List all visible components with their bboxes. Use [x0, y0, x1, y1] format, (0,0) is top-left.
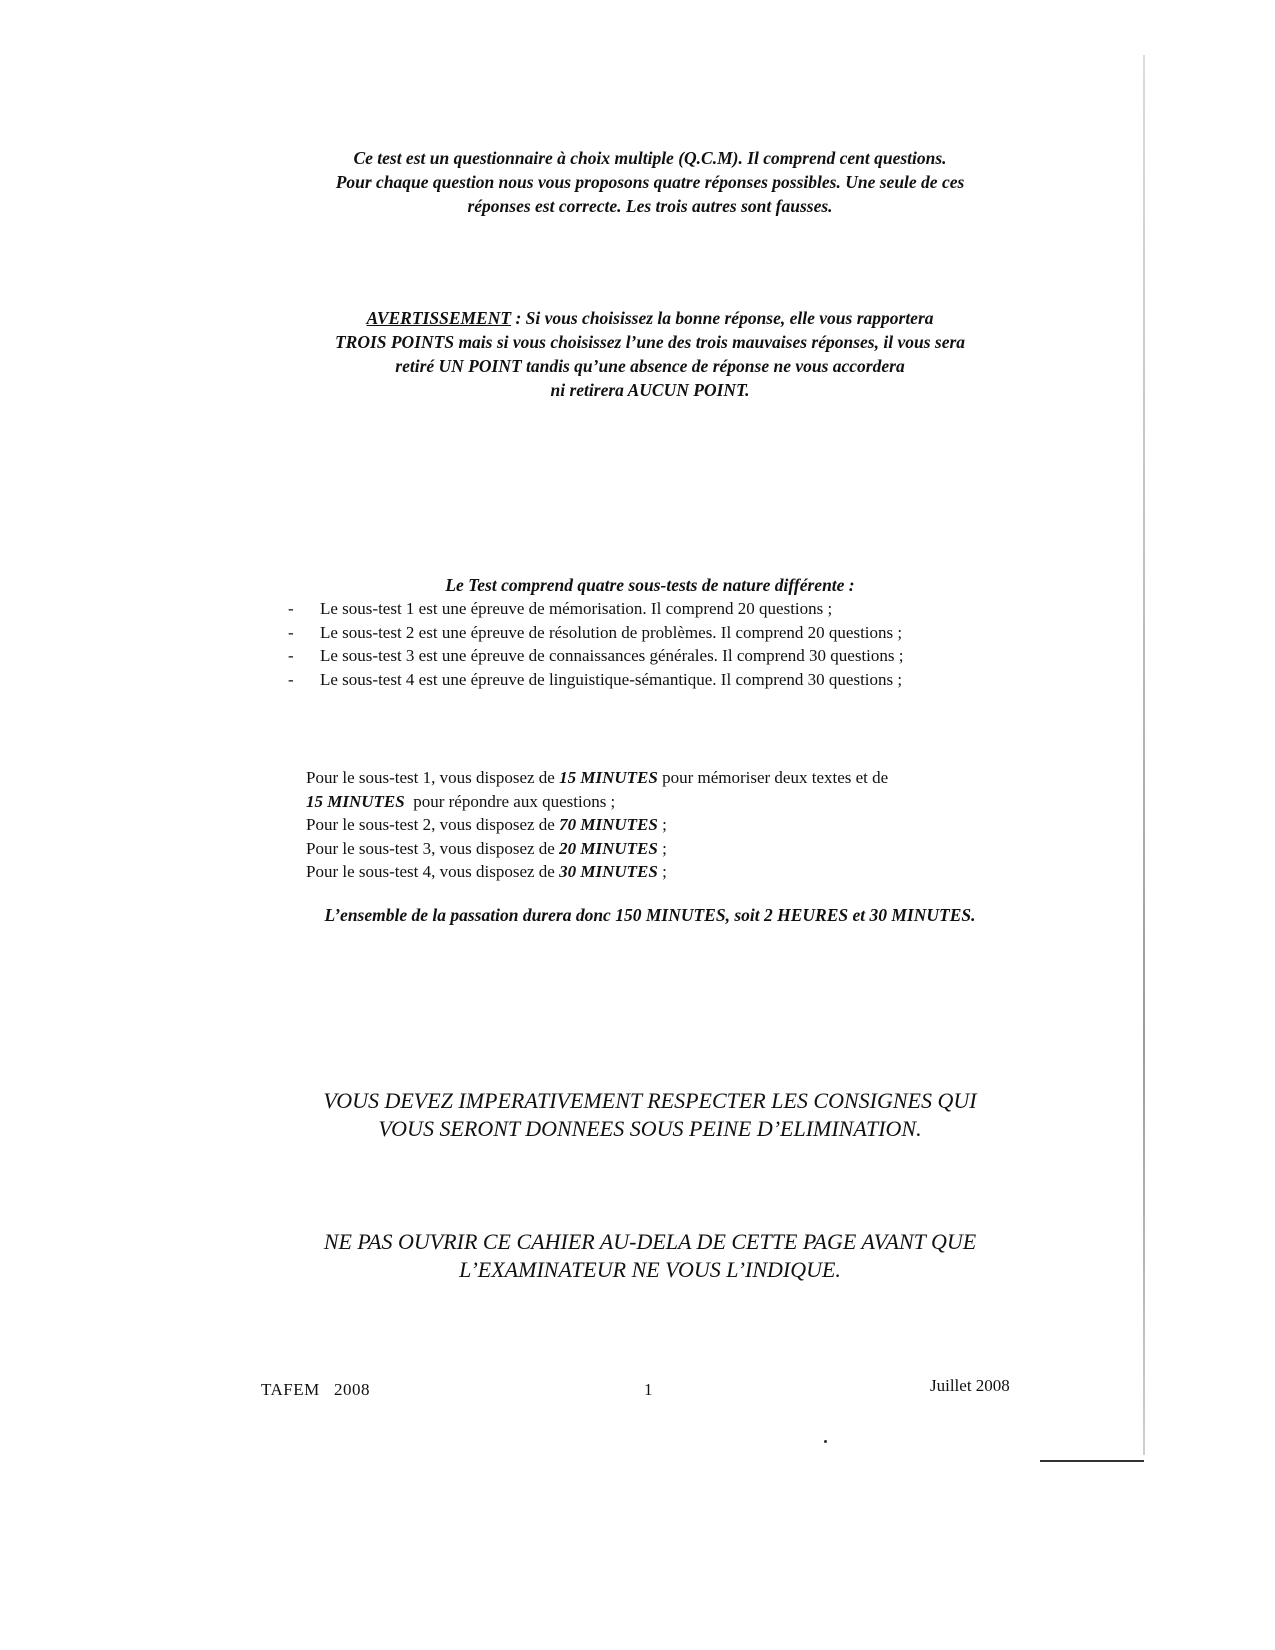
list-item — [288, 668, 1048, 692]
duration-text: Pour le sous-test 1, vous disposez de — [306, 768, 560, 787]
intro-line-1: Ce test est un questionnaire à choix multiple (Q.C.M). Il comprend cent questions. — [353, 148, 947, 168]
intro-line-3: réponses est correcte. Les trois autres sont fausses. — [467, 196, 833, 216]
footer-date: Juillet 2008 — [930, 1376, 1010, 1395]
scan-bottom-mark — [1040, 1460, 1144, 1462]
warning-label: AVERTISSEMENT — [366, 308, 512, 328]
subtest-1-text: Le sous-test 1 est une épreuve de mémorisation. Il comprend 20 questions ; — [320, 599, 833, 618]
list-item — [288, 597, 1048, 621]
do-not-open-notice — [200, 1228, 1100, 1284]
warning-line-3: retiré UN POINT tandis qu’une absence de réponse ne vous accordera — [395, 356, 905, 376]
duration-value: 20 MINUTES — [559, 838, 658, 858]
duration-line-4 — [306, 837, 1066, 861]
duration-value: 70 MINUTES — [559, 815, 658, 834]
scan-edge-line — [1143, 55, 1145, 1455]
total-duration: L’ensemble de la passation durera donc 150 MINUTES, soit 2 HEURES et 30 MINUTES. — [324, 905, 976, 925]
duration-text: ; — [657, 838, 667, 858]
list-item — [288, 644, 1048, 668]
duration-text: Pour le sous-test 3, vous disposez de — [306, 838, 560, 858]
subtest-3-text: Le sous-test 3 est une épreuve de connaissances générales. Il comprend 30 questions ; — [320, 646, 904, 665]
bullet-dash: - — [288, 622, 294, 642]
duration-value: 15 MINUTES — [559, 768, 658, 787]
duration-line-1 — [306, 766, 1066, 790]
list-item — [288, 621, 1048, 645]
duration-text: pour mémoriser deux textes et de — [657, 768, 889, 787]
bullet-dash: - — [288, 599, 294, 618]
subtest-4-text: Le sous-test 4 est une épreuve de linguistique-sémantique. Il comprend 30 questions ; — [320, 669, 903, 689]
footer-page-number: 1 — [644, 1380, 653, 1399]
duration-line-2 — [306, 790, 1066, 814]
durations-paragraph — [306, 766, 1066, 884]
subtests-title: Le Test comprend quatre sous-tests de nature différente : — [445, 575, 855, 595]
warning-line-4: ni retirera AUCUN POINT. — [550, 380, 750, 400]
do-not-open-line-1: NE PAS OUVRIR CE CAHIER AU-DELA DE CETTE PAGE AVANT QUE — [323, 1229, 977, 1254]
consignes-line-1: VOUS DEVEZ IMPERATIVEMENT RESPECTER LES CONSIGNES QUI — [323, 1088, 977, 1113]
do-not-open-line-2: L’EXAMINATEUR NE VOUS L’INDIQUE. — [459, 1257, 841, 1282]
bullet-dash: - — [288, 669, 294, 689]
intro-paragraph — [240, 146, 1060, 218]
duration-text: pour répondre aux questions ; — [404, 791, 616, 811]
duration-text: ; — [657, 862, 667, 881]
duration-value: 15 MINUTES — [306, 791, 405, 811]
duration-line-5 — [306, 860, 1066, 884]
subtests-list — [288, 597, 1048, 691]
bullet-dash: - — [288, 646, 294, 665]
subtest-2-text: Le sous-test 2 est une épreuve de résolution de problèmes. Il comprend 20 questions ; — [320, 622, 903, 642]
duration-text: Pour le sous-test 4, vous disposez de — [306, 862, 560, 881]
warning-line-1 — [240, 306, 1060, 330]
intro-line-2: Pour chaque question nous vous proposons quatre réponses possibles. Une seule de ces — [335, 172, 965, 192]
footer-exam-name: TAFEM 2008 — [261, 1380, 371, 1399]
warning-line-2: TROIS POINTS mais si vous choisissez l’une des trois mauvaises réponses, il vous sera — [334, 332, 966, 352]
consignes-warning — [200, 1087, 1100, 1143]
duration-text: ; — [657, 815, 667, 834]
scan-dot — [824, 1440, 827, 1443]
warning-paragraph — [240, 306, 1060, 402]
consignes-line-2: VOUS SERONT DONNEES SOUS PEINE D’ELIMINATION. — [378, 1116, 922, 1141]
duration-value: 30 MINUTES — [559, 862, 658, 881]
duration-line-3 — [306, 813, 1066, 837]
warning-line-1-text: : Si vous choisissez la bonne réponse, elle vous rapportera — [511, 308, 934, 328]
duration-text: Pour le sous-test 2, vous disposez de — [306, 815, 560, 834]
